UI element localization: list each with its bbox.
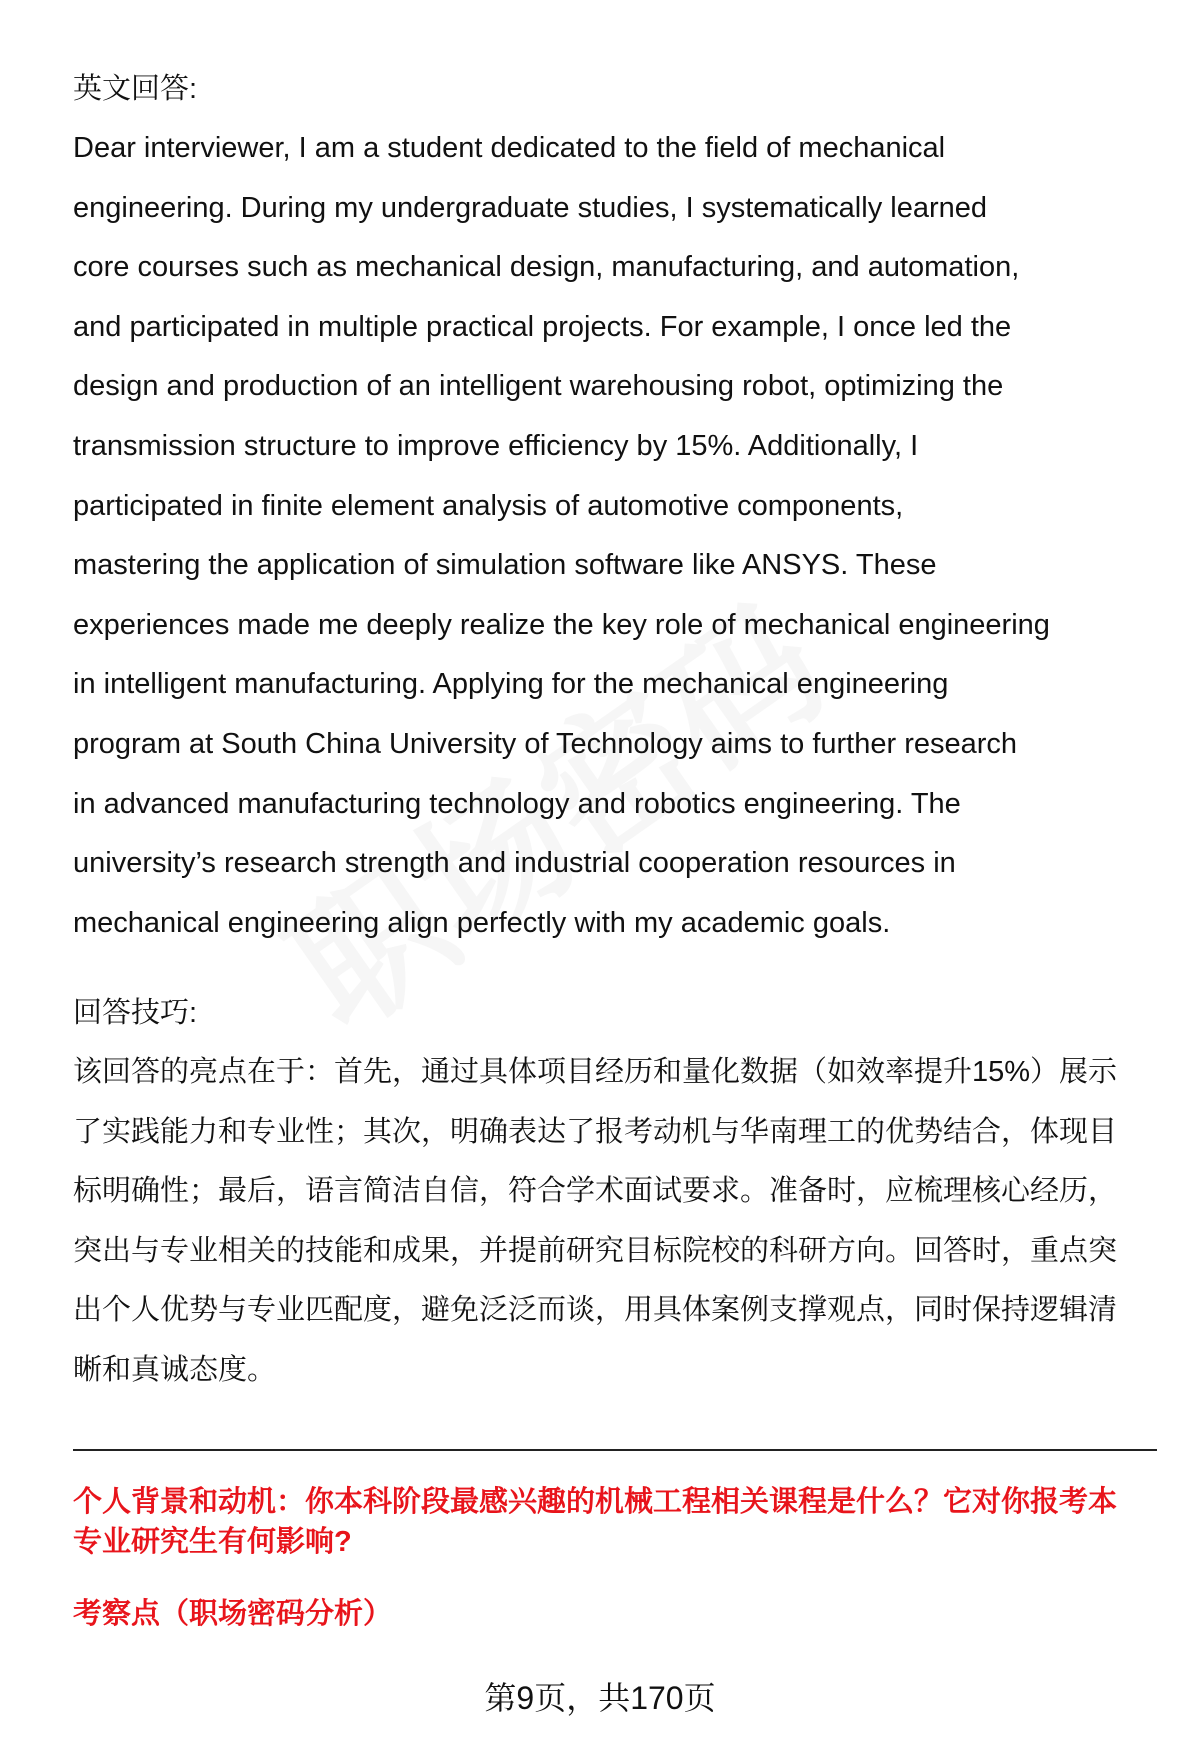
tips-heading: 回答技巧: bbox=[73, 997, 198, 1029]
analysis-subheading: 考察点（职场密码分析） bbox=[73, 1598, 393, 1630]
english-answer-line: participated in finite element analysis of automotive components, bbox=[73, 489, 904, 522]
english-answer-line: transmission structure to improve efficiency by 15%. Additionally, I bbox=[73, 430, 919, 462]
english-answer-line: engineering. During my undergraduate studies, I systematically learned bbox=[73, 191, 987, 224]
english-answer-line: in advanced manufacturing technology and robotics engineering. The bbox=[73, 787, 961, 820]
english-answer-line: university’s research strength and industrial cooperation resources in bbox=[73, 847, 956, 880]
english-answer-line: mastering the application of simulation software like ANSYS. These bbox=[73, 549, 937, 582]
english-answer-line: in intelligent manufacturing. Applying for the mechanical engineering bbox=[73, 668, 949, 701]
english-answer-heading: 英文回答: bbox=[73, 73, 198, 105]
english-answer-line: Dear interviewer, I am a student dedicated to the field of mechanical bbox=[73, 132, 946, 164]
section-divider bbox=[73, 1449, 1157, 1451]
english-answer-line: and participated in multiple practical projects. For example, I once led the bbox=[73, 310, 1012, 343]
english-answer-line: core courses such as mechanical design, manufacturing, and automation, bbox=[73, 251, 1020, 284]
english-answer-line: experiences made me deeply realize the key role of mechanical engineering bbox=[73, 608, 1050, 641]
tips-line: 该回答的亮点在于：首先，通过具体项目经历和量化数据（如效率提升15%）展示 bbox=[73, 1056, 1118, 1088]
tips-line: 了实践能力和专业性；其次，明确表达了报考动机与华南理工的优势结合，体现目 bbox=[73, 1115, 1118, 1148]
page-indicator: 第9页，共170页 bbox=[484, 1680, 716, 1716]
question-line-1: 个人背景和动机：你本科阶段最感兴趣的机械工程相关课程是什么？它对你报考本 bbox=[73, 1486, 1118, 1518]
tips-line: 晰和真诚态度。 bbox=[73, 1354, 277, 1386]
tips-line: 标明确性；最后，语言简洁自信，符合学术面试要求。准备时，应梳理核心经历， bbox=[73, 1175, 1118, 1208]
tips-line: 突出与专业相关的技能和成果，并提前研究目标院校的科研方向。回答时，重点突 bbox=[73, 1234, 1118, 1267]
tips-line: 出个人优势与专业匹配度，避免泛泛而谈，用具体案例支撑观点，同时保持逻辑清 bbox=[73, 1294, 1118, 1327]
question-line-2: 专业研究生有何影响? bbox=[73, 1526, 352, 1558]
english-answer-line: mechanical engineering align perfectly with my academic goals. bbox=[73, 906, 891, 939]
english-answer-line: program at South China University of Technology aims to further research bbox=[73, 728, 1018, 760]
english-answer-line: design and production of an intelligent warehousing robot, optimizing the bbox=[73, 370, 1004, 403]
